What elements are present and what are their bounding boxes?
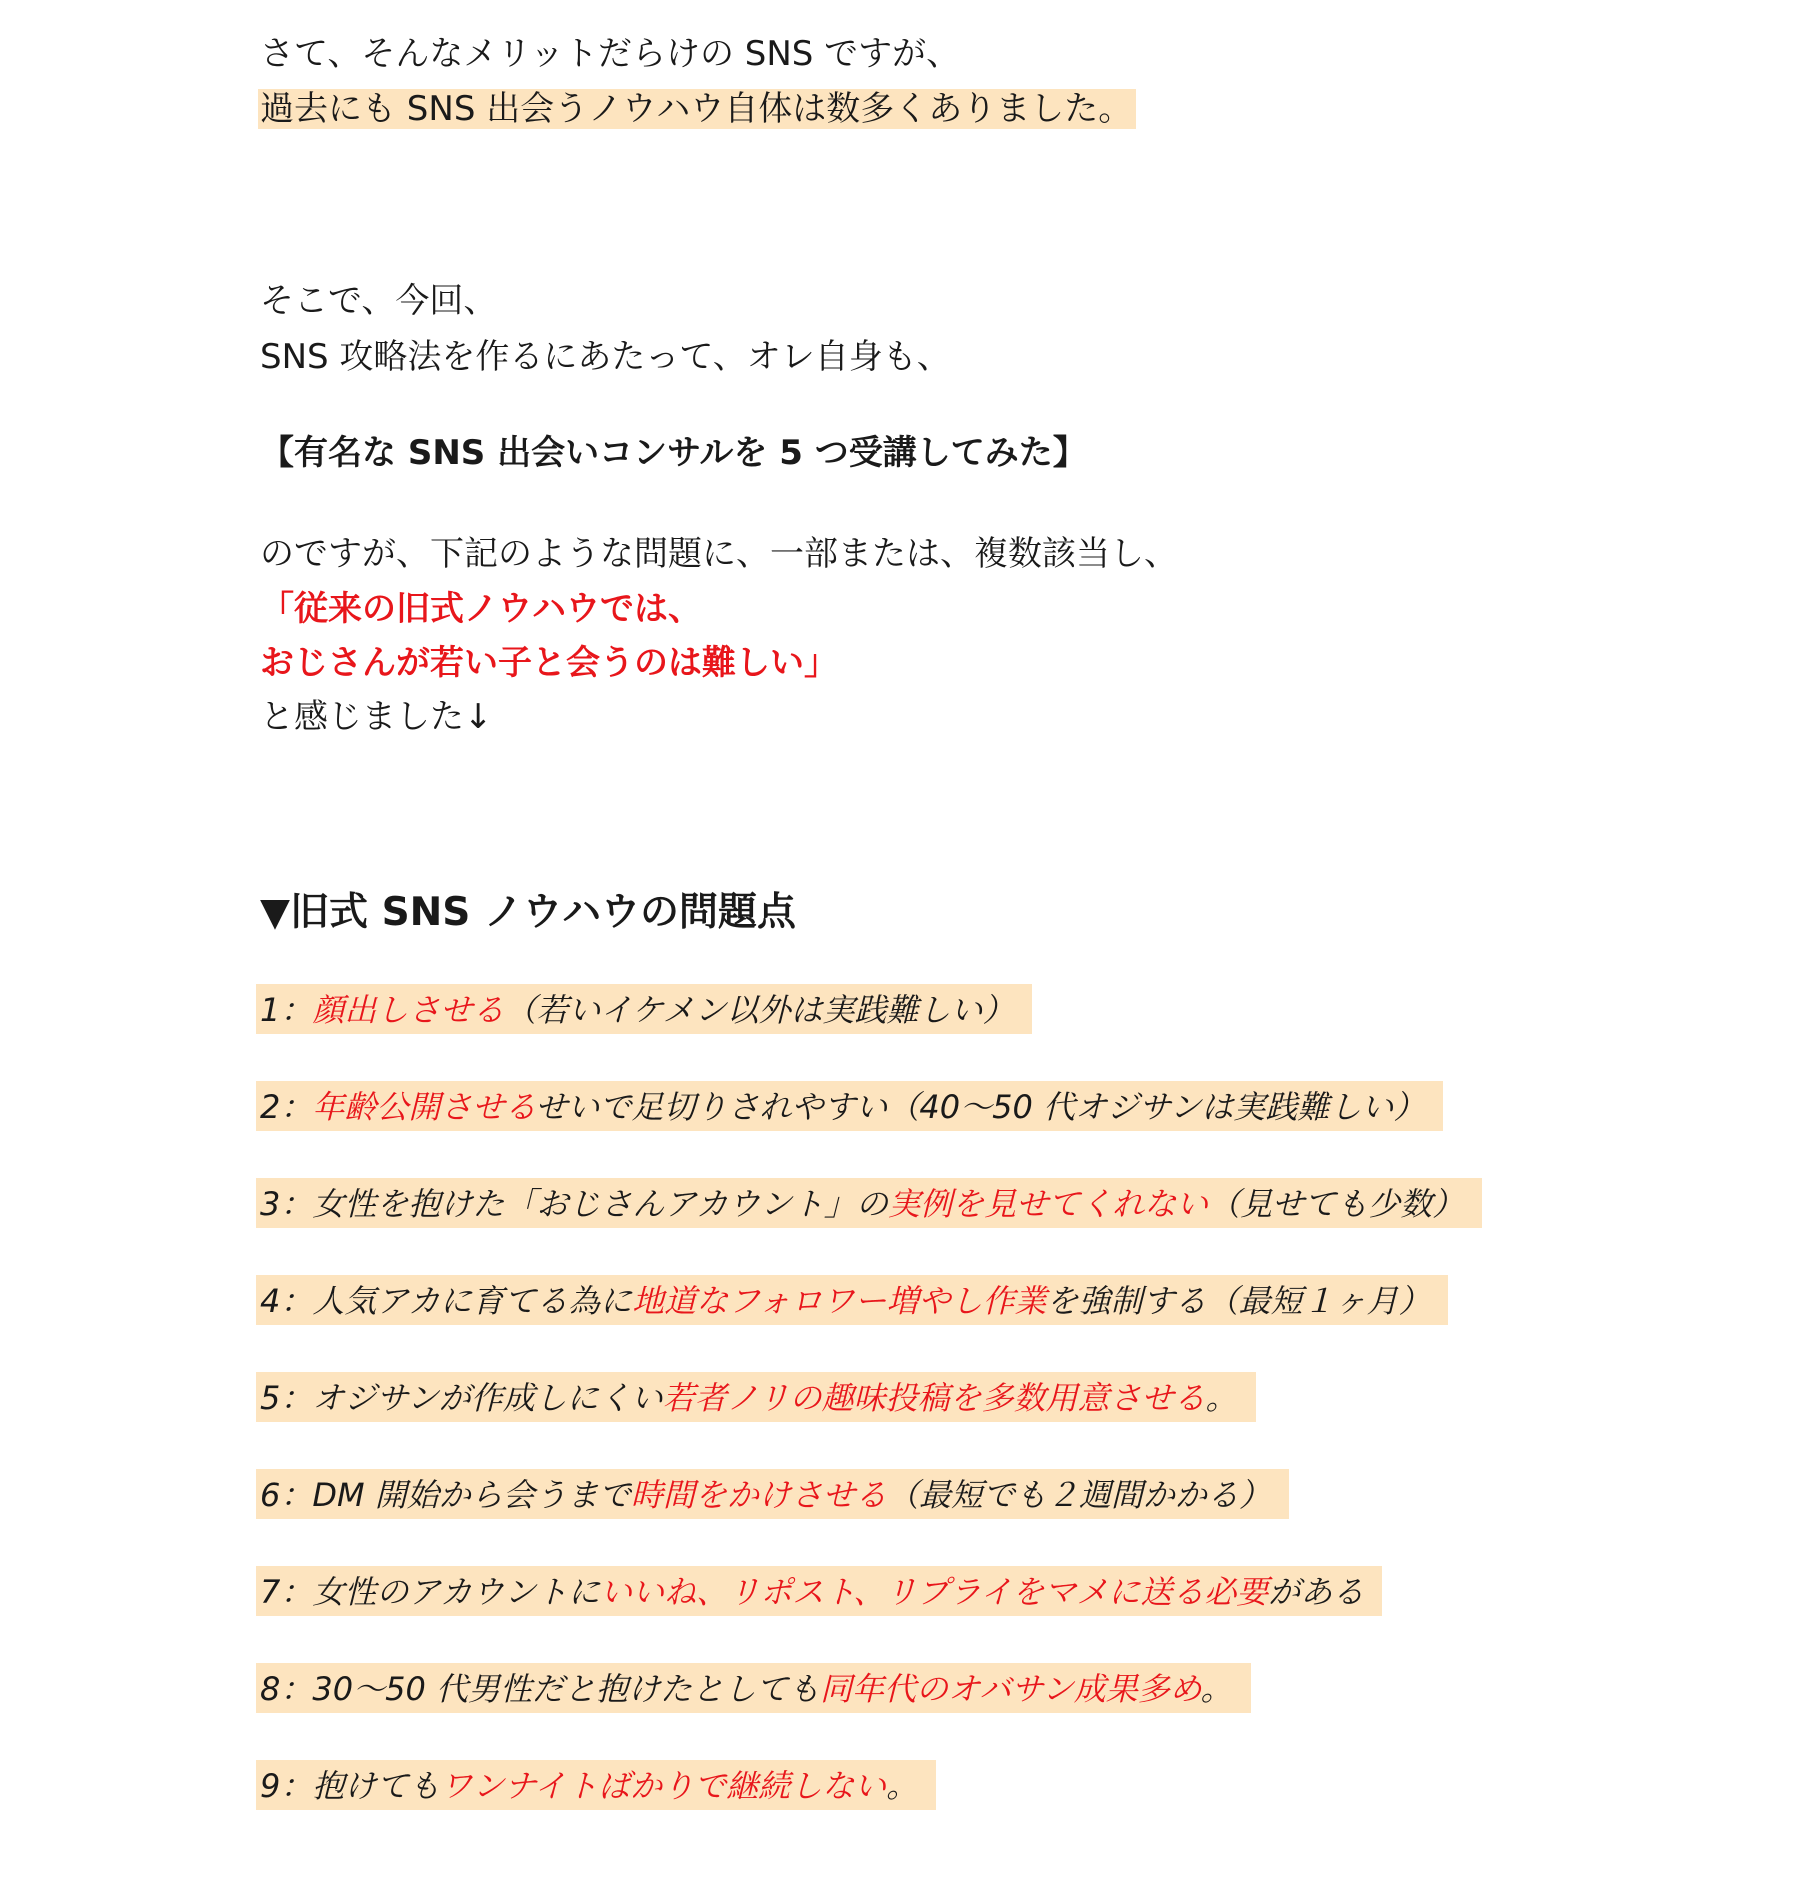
problem-red-text: 地道なフォロワー増やし作業 [632,1282,1047,1320]
problem-item-6 [260,1469,1289,1519]
quote-line-2 [260,638,838,688]
problem-pre-text: 女性のアカウントに [312,1573,601,1611]
problem-number: 5： [260,1379,313,1417]
problem-post-text: 。 [886,1767,919,1805]
problem-post-text: （見せても少数） [1208,1185,1465,1223]
problem-red-text: 時間をかけさせる [630,1476,887,1514]
problem-pre-text: 女性を抱けた「おじさんアカウント」の [312,1185,889,1223]
problem-pre-text: オジサンが作成しにくい [312,1379,663,1417]
problem-number: 2： [260,1088,313,1126]
problem-post-text: を強制する（最短１ヶ月） [1046,1282,1431,1320]
problem-red-text: 実例を見せてくれない [888,1185,1209,1223]
problem-number: 6： [260,1476,313,1514]
problem-red-text: いいね、リポスト、リプライをマメに送る必要 [600,1573,1269,1611]
problem-pre-text: 抱けても [312,1767,441,1805]
problem-item-9 [260,1760,936,1810]
problem-item-7 [260,1566,1382,1616]
problem-red-text: 年齢公開させる [312,1088,536,1126]
problem-pre-text: 30〜50 代男性だと抱けたとしても [312,1670,820,1708]
context-line-3 [260,529,1178,579]
problem-post-text: （最短でも２週間かかる） [886,1476,1271,1514]
context-line-2 [260,332,951,382]
problem-item-4 [260,1275,1448,1325]
quote-text-1: 「従来の旧式ノウハウでは、 [260,589,702,629]
problem-number: 4： [260,1282,313,1320]
problem-item-2 [260,1081,1443,1131]
problem-number: 9： [260,1767,313,1805]
bracket-title-line [260,428,1087,478]
problem-red-text: ワンナイトばかりで継続しない [440,1767,887,1805]
problem-number: 8： [260,1670,313,1708]
problem-post-text: がある [1268,1573,1365,1611]
problem-item-1 [260,984,1032,1034]
section-heading-text: ▼旧式 SNS ノウハウの問題点 [260,890,796,935]
problem-pre-text: 人気アカに育てる為に [312,1282,633,1320]
section-heading [260,888,796,938]
problem-number: 3： [260,1185,313,1223]
bracket-title: 【有名な SNS 出会いコンサルを 5 つ受講してみた】 [260,433,1087,473]
context-line-4 [260,692,493,742]
problem-post-text: 。 [1200,1670,1233,1708]
quote-line-1 [260,584,702,634]
problem-post-text: （若いイケメン以外は実践難しい） [504,991,1015,1029]
problem-number: 7： [260,1573,313,1611]
problem-red-text: 同年代のオバサン成果多め [820,1670,1201,1708]
problem-item-3 [260,1178,1482,1228]
problem-post-text: せいで足切りされやすい（40〜50 代オジサンは実践難しい） [535,1088,1426,1126]
context-text-4: と感じました↓ [260,697,493,737]
problem-red-text: 若者ノリの趣味投稿を多数用意させる [662,1379,1206,1417]
problem-pre-text: DM 開始から会うまで [312,1476,631,1514]
problem-number: 1： [260,991,313,1029]
intro-text-1: さて、そんなメリットだらけの SNS ですが、 [260,34,961,74]
intro-line-1 [260,29,960,79]
problem-item-5 [260,1372,1256,1422]
quote-text-2: おじさんが若い子と会うのは難しい」 [260,643,838,683]
context-line-1 [260,276,497,326]
problem-post-text: 。 [1205,1379,1238,1417]
context-text-2: SNS 攻略法を作るにあたって、オレ自身も、 [260,337,951,377]
problem-red-text: 顔出しさせる [312,991,505,1029]
intro-line-2 [260,84,1136,134]
context-text-3: のですが、下記のような問題に、一部または、複数該当し、 [260,534,1178,574]
intro-highlight-text: 過去にも SNS 出会うノウハウ自体は数多くありました。 [258,89,1136,129]
problem-item-8 [260,1663,1251,1713]
context-text-1: そこで、今回、 [260,281,498,321]
